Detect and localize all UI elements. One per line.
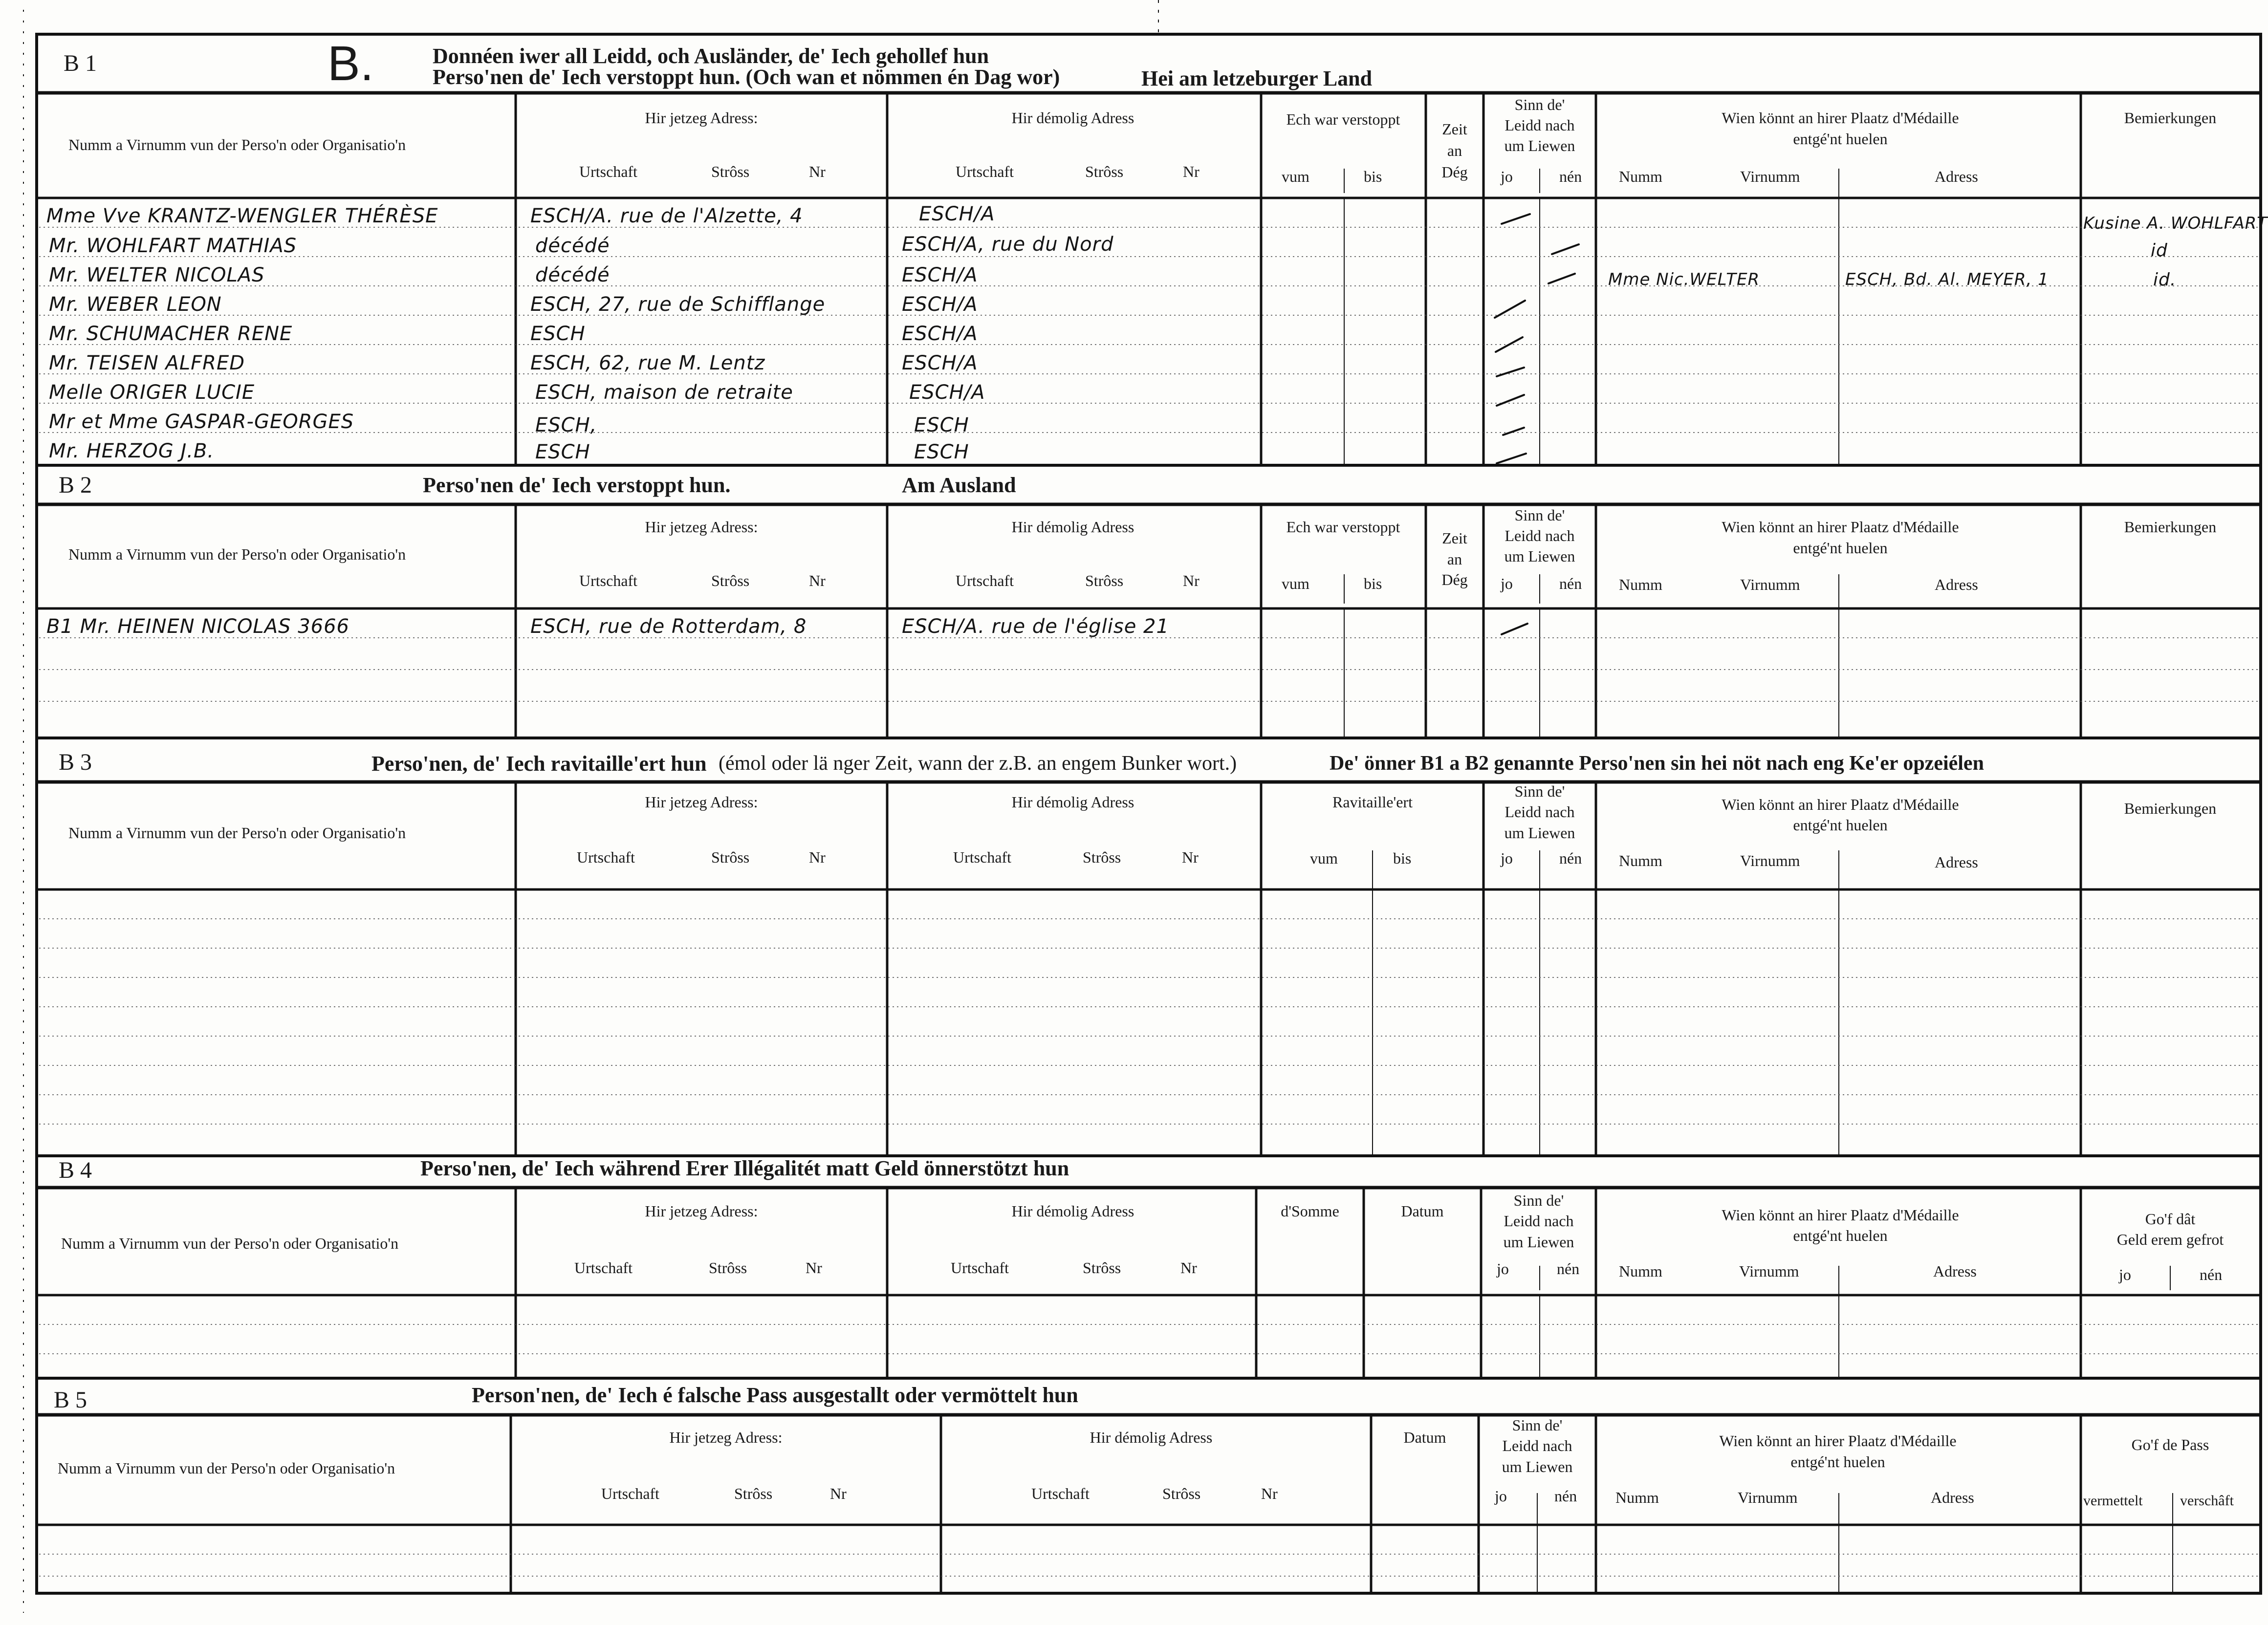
header-no: nén xyxy=(1557,1260,1580,1278)
section-title-line2: Perso'nen de' Iech verstoppt hun. (Och wan et nömmen én Dag wor) xyxy=(433,65,1060,89)
header-current-address: Hir jetzeg Adress: xyxy=(669,1429,783,1446)
row-former: ESCH/A. rue de l'église 21 xyxy=(902,615,1169,638)
header-nr: Nr xyxy=(830,1485,847,1502)
header-risk: Sinn de' xyxy=(1512,1416,1563,1434)
row-name: Melle ORIGER LUCIE xyxy=(49,381,255,404)
header-former-address: Hir démolig Adress xyxy=(1011,793,1134,811)
header-to: bis xyxy=(1393,849,1412,867)
header-medal: Wien könnt an hirer Plaatz d'Médaille xyxy=(1722,109,1959,127)
section-title-extra: De' önner B1 a B2 genannte Perso'nen sin hei nöt nach eng Ke'er opzeiélen xyxy=(1330,752,1984,775)
header-street: Strôss xyxy=(1085,163,1124,180)
row-name: Mr. WEBER LEON xyxy=(49,293,222,316)
header-no: nén xyxy=(1559,849,1582,867)
header-yes: jo xyxy=(1495,1487,1507,1505)
section-title: Perso'nen, de' Iech ravitaille'ert hun xyxy=(371,752,707,776)
section-code-b4: B 4 xyxy=(59,1157,92,1183)
row-name: Mr. WELTER NICOLAS xyxy=(49,264,265,286)
header-current-address: Hir jetzeg Adress: xyxy=(645,1202,758,1220)
row-former: ESCH xyxy=(914,441,969,463)
header-hidden: Ech war verstoppt xyxy=(1286,518,1400,536)
header-place: Urtschaft xyxy=(577,848,635,866)
header-name: Numm a Virnumm vun der Perso'n oder Organisatio'n xyxy=(68,824,406,842)
section-title-place: Hei am letzeburger Land xyxy=(1141,66,1373,90)
header-time: Dég xyxy=(1441,571,1468,588)
header-current-address: Hir jetzeg Adress: xyxy=(645,518,758,536)
row-former: ESCH/A xyxy=(902,352,978,374)
section-title: Perso'nen, de' Iech während Erer Illégalitét matt Geld önnerstötzt hun xyxy=(420,1156,1069,1180)
row-remark: id. xyxy=(2153,270,2177,290)
header-place: Urtschaft xyxy=(601,1485,660,1502)
header-medal-firstname: Virnumm xyxy=(1740,852,1800,869)
header-medal-name: Numm xyxy=(1619,1262,1662,1280)
row-current: ESCH xyxy=(535,441,590,463)
section-title: Perso'nen de' Iech verstoppt hun. xyxy=(423,473,731,497)
row-current: ESCH, rue de Rotterdam, 8 xyxy=(530,615,807,638)
header-medal-firstname: Virnumm xyxy=(1738,1489,1798,1506)
row-former: ESCH/A xyxy=(909,381,985,404)
header-place: Urtschaft xyxy=(579,572,638,589)
header-pass: Go'f de Pass xyxy=(2131,1436,2209,1453)
header-to: bis xyxy=(1364,575,1382,592)
header-former-address: Hir démolig Adress xyxy=(1090,1429,1213,1446)
section-letter: B. xyxy=(327,36,374,91)
header-yes: jo xyxy=(1501,849,1513,867)
header-place: Urtschaft xyxy=(1031,1485,1090,1502)
header-place: Urtschaft xyxy=(956,163,1014,180)
header-mediated: vermettelt xyxy=(2083,1493,2143,1509)
row-current: ESCH, 62, rue M. Lentz xyxy=(530,352,765,374)
header-sum: d'Somme xyxy=(1281,1202,1339,1220)
header-date: Datum xyxy=(1403,1429,1446,1446)
row-current: ESCH/A. rue de l'Alzette, 4 xyxy=(530,205,803,227)
header-nr: Nr xyxy=(809,572,826,589)
row-name: Mr. WOHLFART MATHIAS xyxy=(49,235,297,257)
header-medal-firstname: Virnumm xyxy=(1740,168,1800,185)
header-nr: Nr xyxy=(809,848,826,866)
header-medal-firstname: Virnumm xyxy=(1740,576,1800,593)
header-risk: um Liewen xyxy=(1502,1458,1573,1475)
header-medal-name: Numm xyxy=(1619,576,1662,593)
header-nr: Nr xyxy=(806,1259,822,1277)
header-street: Strôss xyxy=(711,848,750,866)
header-nr: Nr xyxy=(1180,1259,1197,1277)
header-yes: jo xyxy=(1501,575,1513,592)
row-current: ESCH xyxy=(530,323,586,345)
row-current: ESCH, xyxy=(535,414,597,436)
row-name: Mr. SCHUMACHER RENE xyxy=(49,323,293,345)
header-medal-address: Adress xyxy=(1935,168,1978,185)
section-title-note: (émol oder lä nger Zeit, wann der z.B. an engem Bunker wort.) xyxy=(719,752,1237,775)
header-medal: Wien könnt an hirer Plaatz d'Médaille xyxy=(1719,1432,1957,1450)
section-title-line1: Donnéen iwer all Leidd, och Ausländer, de' Iech gehollef hun xyxy=(433,44,989,68)
header-street: Strôss xyxy=(1083,1259,1121,1277)
header-remarks: Bemierkungen xyxy=(2124,518,2217,536)
header-medal-firstname: Virnumm xyxy=(1739,1262,1799,1280)
header-current-address: Hir jetzeg Adress: xyxy=(645,793,758,811)
row-current: ESCH, maison de retraite xyxy=(535,381,793,404)
header-time: an xyxy=(1447,142,1462,159)
header-nr: Nr xyxy=(1183,572,1199,589)
section-code-b3: B 3 xyxy=(59,749,92,775)
row-former: ESCH/A xyxy=(902,264,978,286)
header-risk: Leidd nach xyxy=(1505,116,1575,134)
header-no: nén xyxy=(1559,168,1582,185)
header-yes: jo xyxy=(1497,1260,1509,1278)
header-place: Urtschaft xyxy=(579,163,638,180)
section-title-place: Am Ausland xyxy=(902,473,1016,497)
header-name: Numm a Virnumm vun der Perso'n oder Organisatio'n xyxy=(58,1459,395,1477)
row-former: ESCH/A xyxy=(919,203,995,225)
row-remark: Kusine A. WOHLFART xyxy=(2083,214,2268,233)
header-medal-name: Numm xyxy=(1615,1489,1659,1506)
header-nr: Nr xyxy=(1261,1485,1278,1502)
row-former: ESCH/A, rue du Nord xyxy=(902,233,1114,256)
header-from: vum xyxy=(1310,849,1338,867)
header-gift: Go'f dât xyxy=(2145,1210,2196,1228)
row-former: ESCH/A xyxy=(902,293,978,316)
header-date: Datum xyxy=(1401,1202,1444,1220)
header-place: Urtschaft xyxy=(956,572,1014,589)
header-medal-address: Adress xyxy=(1935,576,1978,593)
header-risk: um Liewen xyxy=(1503,1233,1574,1251)
header-medal-name: Numm xyxy=(1619,852,1662,869)
header-medal-address: Adress xyxy=(1933,1262,1977,1280)
header-gift: Geld erem gefrot xyxy=(2116,1231,2224,1248)
header-remarks: Bemierkungen xyxy=(2124,800,2217,817)
header-risk: Leidd nach xyxy=(1502,1437,1572,1454)
header-medal: entgé'nt huelen xyxy=(1793,1227,1888,1244)
header-medal: entgé'nt huelen xyxy=(1793,130,1888,148)
header-medal-address: Adress xyxy=(1931,1489,1974,1506)
header-nr: Nr xyxy=(1183,163,1199,180)
row-former: ESCH xyxy=(914,414,969,436)
header-street: Strôss xyxy=(709,1259,747,1277)
header-former-address: Hir démolig Adress xyxy=(1011,518,1134,536)
header-current-address: Hir jetzeg Adress: xyxy=(645,109,758,127)
header-risk: Sinn de' xyxy=(1514,506,1565,524)
row-medal-address: ESCH, Bd. Al. MEYER, 1 xyxy=(1845,270,2049,289)
header-medal-name: Numm xyxy=(1619,168,1662,185)
header-time: an xyxy=(1447,550,1462,568)
header-risk: um Liewen xyxy=(1504,824,1575,842)
header-medal: Wien könnt an hirer Plaatz d'Médaille xyxy=(1722,796,1959,813)
header-nr: Nr xyxy=(809,163,826,180)
row-name: Mr et Mme GASPAR-GEORGES xyxy=(49,411,354,433)
row-former: ESCH/A xyxy=(902,323,978,345)
header-to: bis xyxy=(1364,168,1382,185)
header-former-address: Hir démolig Adress xyxy=(1011,1202,1134,1220)
header-no: nén xyxy=(1559,575,1582,592)
header-risk: um Liewen xyxy=(1504,547,1575,565)
header-name: Numm a Virnumm vun der Perso'n oder Organisatio'n xyxy=(61,1235,399,1252)
header-place: Urtschaft xyxy=(574,1259,633,1277)
header-medal: Wien könnt an hirer Plaatz d'Médaille xyxy=(1722,1206,1959,1224)
header-made: verschâft xyxy=(2180,1493,2234,1509)
row-name: Mme Vve KRANTZ-WENGLER THÉRÈSE xyxy=(46,205,438,227)
header-place: Urtschaft xyxy=(951,1259,1009,1277)
header-yes: jo xyxy=(1501,168,1513,185)
header-medal: entgé'nt huelen xyxy=(1790,1453,1885,1471)
header-risk: Leidd nach xyxy=(1505,527,1575,544)
header-street: Strôss xyxy=(1162,1485,1201,1502)
header-name: Numm a Virnumm vun der Perso'n oder Organisatio'n xyxy=(68,545,406,563)
header-nr: Nr xyxy=(1182,848,1199,866)
header-time: Zeit xyxy=(1442,120,1467,138)
row-remark: id xyxy=(2151,240,2168,260)
header-risk: um Liewen xyxy=(1504,137,1575,154)
header-medal: entgé'nt huelen xyxy=(1793,816,1888,834)
header-medal-address: Adress xyxy=(1935,853,1978,871)
row-name: Mr. HERZOG J.B. xyxy=(49,440,215,462)
header-former-address: Hir démolig Adress xyxy=(1011,109,1134,127)
header-no: nén xyxy=(1554,1487,1577,1505)
header-supplied: Ravitaille'ert xyxy=(1332,793,1413,811)
header-street: Strôss xyxy=(711,572,750,589)
section-code-b5: B 5 xyxy=(54,1387,87,1413)
header-street: Strôss xyxy=(711,163,750,180)
header-place: Urtschaft xyxy=(953,848,1012,866)
header-remarks: Bemierkungen xyxy=(2124,109,2217,127)
header-yes: jo xyxy=(2119,1266,2131,1283)
section-code-b2: B 2 xyxy=(59,472,92,498)
row-current: décédé xyxy=(535,235,610,257)
row-name: B1 Mr. HEINEN NICOLAS 3666 xyxy=(46,615,349,638)
row-medal: Mme Nic.WELTER xyxy=(1608,270,1760,289)
header-risk: Sinn de' xyxy=(1514,96,1565,113)
header-risk: Leidd nach xyxy=(1505,803,1575,821)
header-hidden: Ech war verstoppt xyxy=(1286,110,1400,128)
header-from: vum xyxy=(1282,575,1309,592)
row-name: Mr. TEISEN ALFRED xyxy=(49,352,245,374)
header-name: Numm a Virnumm vun der Perso'n oder Organisatio'n xyxy=(68,136,406,153)
header-street: Strôss xyxy=(1083,848,1121,866)
header-risk: Leidd nach xyxy=(1504,1212,1574,1230)
header-time: Dég xyxy=(1441,163,1468,181)
section-title: Person'nen, de' Iech é falsche Pass ausgestallt oder vermöttelt hun xyxy=(472,1383,1078,1407)
header-medal: Wien könnt an hirer Plaatz d'Médaille xyxy=(1722,518,1959,536)
header-street: Strôss xyxy=(734,1485,773,1502)
row-current: décédé xyxy=(535,264,610,286)
header-risk: Sinn de' xyxy=(1513,1192,1564,1209)
header-medal: entgé'nt huelen xyxy=(1793,539,1888,557)
section-code-b1: B 1 xyxy=(64,50,97,76)
header-time: Zeit xyxy=(1442,529,1467,547)
header-risk: Sinn de' xyxy=(1514,782,1565,800)
header-no: nén xyxy=(2200,1266,2223,1283)
row-current: ESCH, 27, rue de Schifflange xyxy=(530,293,826,316)
header-street: Strôss xyxy=(1085,572,1124,589)
header-from: vum xyxy=(1282,168,1309,185)
